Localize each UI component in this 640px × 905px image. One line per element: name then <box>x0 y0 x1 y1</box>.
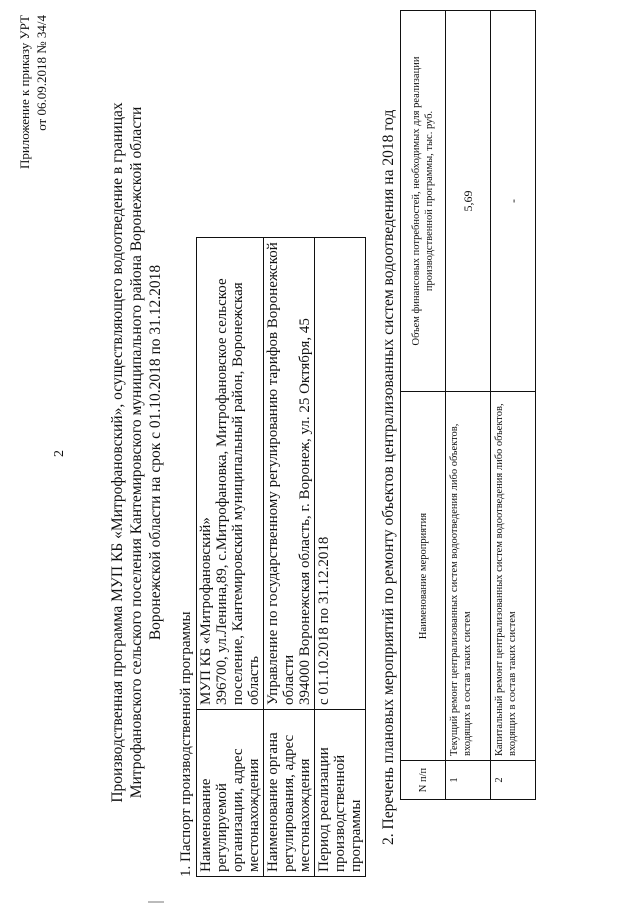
title-line-2: Митрофановского сельского поселения Кантемировского муниципального района Воронежской области <box>128 106 145 799</box>
appendix-line-2: от 06.09.2018 № 34/4 <box>34 15 49 131</box>
row-name: Капитальный ремонт централизованных систем водоотведения либо объектов, входящих в состав таких систем <box>491 392 536 761</box>
passport-value-line: 394000 Воронежская область, г. Воронеж, ул. 25 Октября, 45 <box>297 318 313 705</box>
passport-value-line: с 01.10.2018 по 31.12.2018 <box>316 536 332 705</box>
header-num: N п/п <box>401 761 446 800</box>
appendix-line-1: Приложение к приказу УРТ <box>17 15 32 170</box>
row-num: 2 <box>491 761 536 800</box>
row-num: 1 <box>446 761 491 800</box>
passport-key: Наименование органа регулирования, адрес местонахождения <box>264 710 315 877</box>
header-amount: Объем финансовых потребностей, необходимых для реализации производственной программы, тыс. руб. <box>401 11 446 392</box>
passport-heading: 1. Паспорт производственной программы <box>178 611 194 877</box>
row-amount: - <box>491 11 536 392</box>
row-amount: 5,69 <box>446 11 491 392</box>
passport-value-line: 396700, ул.Ленина,89, с.Митрофановка, Митрофановское сельское поселение, Кантемировский муниципальный район, Воронежская область <box>214 278 262 705</box>
row-name: Текущий ремонт централизованных систем водоотведения либо объектов, входящих в состав таких систем <box>446 392 491 761</box>
header-name: Наименование мероприятия <box>401 392 446 761</box>
page-number: 2 <box>52 450 67 457</box>
plan-heading: 2. Перечень плановых мероприятий по ремонту объектов централизованных систем водоотведения на 2018 год <box>380 109 397 845</box>
passport-key: Период реализации производственной программы <box>315 710 366 877</box>
passport-value-line: Управление по государственному регулированию тарифов Воронежской области <box>265 242 297 705</box>
passport-value-line: МУП КБ «Митрофановский» <box>198 517 214 705</box>
title-line-3: Воронежской области на срок с 01.10.2018 по 31.12.2018 <box>147 264 164 641</box>
passport-key: Наименование регулируемой организации, адрес местонахождения <box>197 710 264 877</box>
title-line-1: Производственная программа МУП КБ «Митрофановский», осуществляющего водоотведение в границах <box>109 102 126 803</box>
